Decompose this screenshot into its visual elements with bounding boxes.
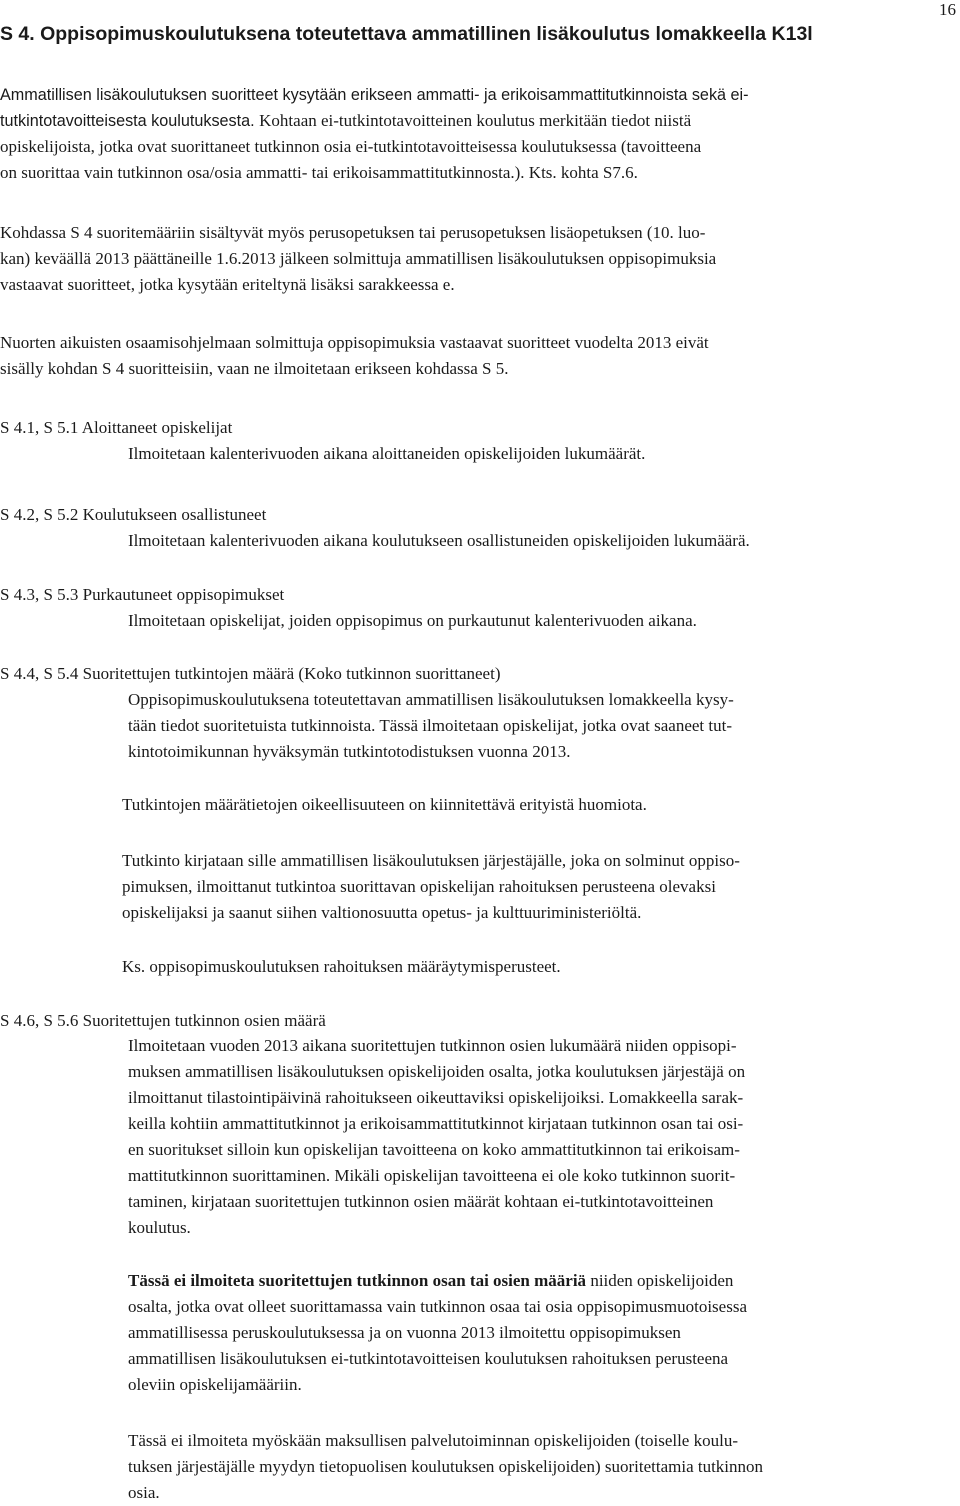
text-line: kan) keväällä 2013 päättäneille 1.6.2013 jälkeen solmittuja ammatillisen lisäkoulutuksen oppisopimuksia	[0, 249, 717, 268]
intro-line	[0, 134, 701, 160]
text-line: Ilmoitetaan vuoden 2013 aikana suoritettujen tutkinnon osien lukumäärä niiden oppisopi-	[128, 1036, 737, 1055]
text-line: osalta, jotka ovat olleet suorittamassa vain tutkinnon osaa tai osia oppisopimusmuotoisessa	[128, 1297, 747, 1316]
text-line: Tässä ei ilmoiteta myöskään maksullisen palvelutoiminnan opiskelijoiden (toiselle koulu-	[128, 1431, 738, 1450]
text-line: opiskelijaksi ja saanut siihen valtionosuutta opetus- ja kulttuuriministeriöltä.	[122, 903, 642, 922]
page-number: 16	[939, 0, 956, 19]
text-line: Tutkinto kirjataan sille ammatillisen lisäkoulutuksen järjestäjälle, joka on solminut oppiso-	[122, 851, 740, 870]
text-line: mattitutkinnon suorittaminen. Mikäli opiskelijan tavoitteena ei ole koko tutkinnon suorit-	[128, 1166, 736, 1185]
subsection-title: S 4.6, S 5.6 Suoritettujen tutkinnon osien määrä	[0, 1011, 326, 1030]
text-line: sisälly kohdan S 4 suoritteisiin, vaan ne ilmoitetaan erikseen kohdassa S 5.	[0, 359, 509, 378]
text-line: taminen, kirjataan suoritettujen tutkinnon osien määrät kohtaan ei-tutkintotavoitteinen	[128, 1192, 714, 1211]
text-line: ammatillisessa peruskoulutuksessa ja on vuonna 2013 ilmoitettu oppisopimuksen	[128, 1323, 681, 1342]
text-span: niiden opiskelijoiden	[586, 1271, 734, 1290]
text-line: Kohdassa S 4 suoritemääriin sisältyvät myös perusopetuksen tai perusopetuksen lisäopetuksen (10. luo-	[0, 223, 706, 242]
bold-emphasis: Tässä ei ilmoiteta suoritettujen tutkinnon osan tai osien määriä	[128, 1271, 587, 1290]
subsection-title: S 4.2, S 5.2 Koulutukseen osallistuneet	[0, 505, 267, 524]
text-line: pimuksen, ilmoittanut tutkintoa suorittavan opiskelijan rahoituksen perusteena olevaksi	[122, 877, 716, 896]
text-line: Ilmoitetaan opiskelijat, joiden oppisopimus on purkautunut kalenterivuoden aikana.	[128, 611, 697, 630]
text-line: koulutus.	[128, 1218, 191, 1237]
subsection-title: S 4.3, S 5.3 Purkautuneet oppisopimukset	[0, 585, 285, 604]
text-line: Tutkintojen määrätietojen oikeellisuuteen on kiinnitettävä erityistä huomiota.	[122, 795, 647, 814]
intro-line	[0, 160, 638, 186]
text-line: kintotoimikunnan hyväksymän tutkintotodistuksen vuonna 2013.	[128, 742, 571, 761]
intro-line	[0, 108, 691, 134]
intro-line	[0, 82, 749, 108]
text-line: Nuorten aikuisten osaamisohjelmaan solmittuja oppisopimuksia vastaavat suoritteet vuodelta 2013 eivät	[0, 333, 709, 352]
subsection-title: S 4.1, S 5.1 Aloittaneet opiskelijat	[0, 418, 233, 437]
text-line: osia.	[128, 1483, 160, 1502]
text-line: vastaavat suoritteet, jotka kysytään eriteltynä lisäksi sarakkeessa e.	[0, 275, 455, 294]
text-line: Ks. oppisopimuskoulutuksen rahoituksen määräytymisperusteet.	[122, 957, 561, 976]
intro-text: on suorittaa vain tutkinnon osa/osia ammatti- tai erikoisammattitutkinnosta.). Kts. kohta S7.6.	[0, 163, 638, 182]
bold-lead-line	[128, 1268, 733, 1294]
intro-text: tutkintotavoitteisesta koulutuksesta.	[0, 112, 260, 130]
intro-text: Kohtaan ei-tutkintotavoitteinen koulutus merkitään tiedot niistä	[259, 111, 692, 130]
text-line: Oppisopimuskoulutuksena toteutettavan ammatillisen lisäkoulutuksen lomakkeella kysy-	[128, 690, 734, 709]
text-line: tuksen järjestäjälle myydyn tietopuolisen koulutuksen opiskelijoiden) suoritettamia tutkinnon	[128, 1457, 764, 1476]
text-line: ilmoittanut tilastointipäivinä rahoitukseen oikeuttaviksi opiskelijoiksi. Lomakkeella sarak-	[128, 1088, 744, 1107]
subsection-title: S 4.4, S 5.4 Suoritettujen tutkintojen määrä (Koko tutkinnon suorittaneet)	[0, 664, 501, 683]
section-heading: S 4. Oppisopimuskoulutuksena toteutettava ammatillinen lisäkoulutus lomakkeella K13l	[0, 23, 813, 45]
intro-text: Ammatillisen lisäkoulutuksen suoritteet kysytään erikseen ammatti- ja erikoisammattitutkinnoista sekä ei-	[0, 86, 749, 104]
text-line: tään tiedot suoritetuista tutkinnoista. Tässä ilmoitetaan opiskelijat, jotka ovat saaneet tut-	[128, 716, 732, 735]
text-line: oleviin opiskelijamääriin.	[128, 1375, 302, 1394]
text-line: keilla kohtiin ammattitutkinnot ja erikoisammattitutkinnot kirjataan tutkinnon osan tai osi-	[128, 1114, 744, 1133]
text-line: muksen ammatillisen lisäkoulutuksen opiskelijoiden osalta, jotka koulutuksen järjestäjä on	[128, 1062, 746, 1081]
text-line: en suoritukset silloin kun opiskelijan tavoitteena on koko ammattitutkinnon tai erikoisam-	[128, 1140, 740, 1159]
text-line: ammatillisen lisäkoulutuksen ei-tutkintotavoitteisen koulutuksen rahoituksen perusteena	[128, 1349, 729, 1368]
intro-text: opiskelijoista, jotka ovat suorittaneet tutkinnon osia ei-tutkintotavoitteisessa koulutuksessa (tavoitteena	[0, 137, 702, 156]
text-line: Ilmoitetaan kalenterivuoden aikana aloittaneiden opiskelijoiden lukumäärät.	[128, 444, 646, 463]
text-line: Ilmoitetaan kalenterivuoden aikana koulutukseen osallistuneiden opiskelijoiden lukumäärä.	[128, 531, 750, 550]
